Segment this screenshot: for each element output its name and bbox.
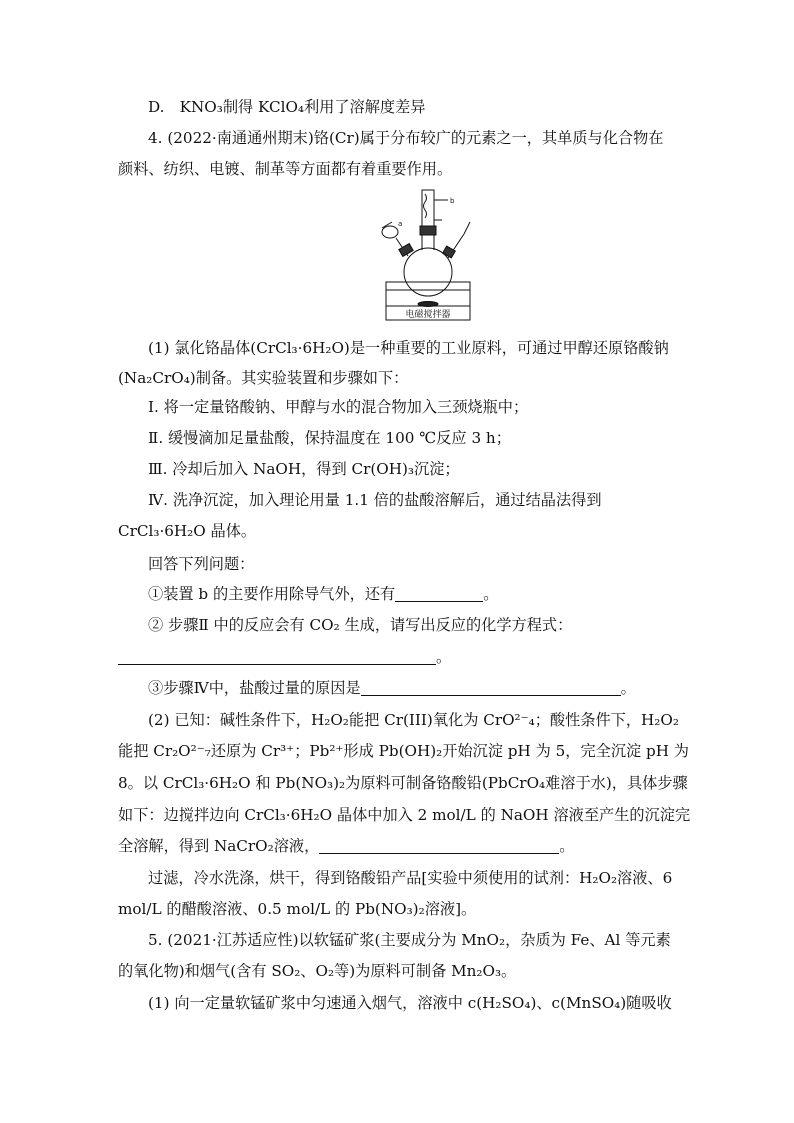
blank-3[interactable] (361, 679, 621, 696)
line-q4-2g: mol/L 的醋酸溶液、0.5 mol/L 的 Pb(NO₃)₂溶液]。 (118, 900, 477, 918)
blank-1[interactable] (395, 585, 483, 602)
stirrer-label: 电磁搅拌器 (405, 310, 451, 320)
apparatus-figure (378, 186, 478, 322)
line-q5: 5. (2021·江苏适应性)以软锰矿浆(主要成分为 MnO₂，杂质为 Fe、Al 等元素 (148, 931, 671, 949)
line-q4-2e: 全溶解，得到 NaCrO₂溶液， 。 (118, 837, 575, 855)
line-step-4: Ⅳ. 洗净沉淀，加入理论用量 1.1 倍的盐酸溶解后，通过结晶法得到 (148, 491, 602, 509)
line-q4-2d: 如下：边搅拌边向 CrCl₃·6H₂O 晶体中加入 2 mol/L 的 NaOH 溶液至产生的沉淀完 (118, 806, 691, 824)
line-q4-2f: 过滤，冷水洗涤，烘干，得到铬酸铅产品[实验中须使用的试剂：H₂O₂溶液、6 (148, 869, 673, 887)
line-q4-intro-2: 颜料、纺织、电镀、制革等方面都有着重要作用。 (118, 160, 453, 178)
line-option-d: D. KNO₃制得 KClO₄利用了溶解度差异 (148, 98, 426, 116)
label-b: b (450, 197, 455, 205)
line-step-3: Ⅲ. 冷却后加入 NaOH，得到 Cr(OH)₃沉淀； (148, 460, 460, 478)
line-q5b: 的氧化物)和烟气(含有 SO₂、O₂等)为原料可制备 Mn₂O₃。 (118, 962, 517, 980)
line-q5-1: (1) 向一定量软锰矿浆中匀速通入烟气，溶液中 c(H₂SO₄)、c(MnSO₄)随吸收 (148, 994, 672, 1012)
line-q4-intro: 4. (2022·南通通州期末)铬(Cr)属于分布较广的元素之一，其单质与化合物在 (148, 129, 664, 147)
line-sub-3: ③步骤Ⅳ中，盐酸过量的原因是 。 (148, 679, 636, 697)
line-q4-2b: 能把 Cr₂O²⁻₇还原为 Cr³⁺；Pb²⁺形成 Pb(OH)₂开始沉淀 pH 为 5，完全沉淀 pH 为 (118, 742, 689, 760)
blank-4[interactable] (319, 837, 559, 854)
line-sub-1: ①装置 b 的主要作用除导气外，还有 。 (148, 585, 499, 603)
line-step-4b: CrCl₃·6H₂O 晶体。 (118, 522, 257, 540)
label-a: a (398, 220, 403, 228)
blank-2[interactable] (118, 648, 436, 665)
line-step-2: Ⅱ. 缓慢滴加足量盐酸，保持温度在 100 ℃反应 3 h； (148, 429, 511, 447)
line-q4-1b: (Na₂CrO₄)制备。其实验装置和步骤如下： (118, 369, 409, 387)
line-q4-1: (1) 氯化铬晶体(CrCl₃·6H₂O)是一种重要的工业原料，可通过甲醇还原铬酸钠 (148, 339, 669, 357)
line-answer: 回答下列问题： (148, 555, 255, 573)
line-sub-2: ② 步骤Ⅱ 中的反应会有 CO₂ 生成，请写出反应的化学方程式： (148, 616, 573, 634)
line-q4-2c: 8。以 CrCl₃·6H₂O 和 Pb(NO₃)₂为原料可制备铬酸铅(PbCrO₄难溶于水)，具体步骤 (118, 774, 688, 792)
line-sub-2-blank: 。 (118, 647, 451, 667)
line-q4-2: (2) 已知：碱性条件下，H₂O₂能把 Cr(III)氧化为 CrO²⁻₄；酸性条件下，H₂O₂ (148, 711, 679, 729)
line-step-1: Ⅰ. 将一定量铬酸钠、甲醇与水的混合物加入三颈烧瓶中； (148, 398, 529, 416)
